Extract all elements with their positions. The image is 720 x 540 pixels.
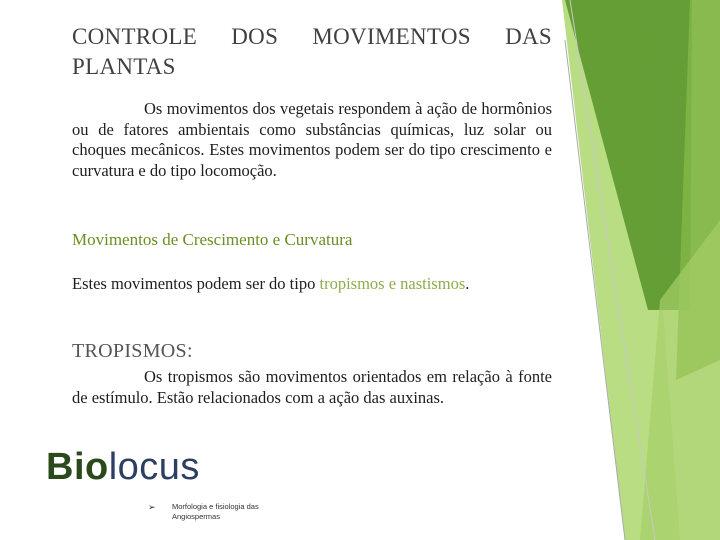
logo-bio: Bio xyxy=(46,446,109,488)
biolocus-logo xyxy=(46,446,200,489)
types-suffix: . xyxy=(465,274,470,293)
types-paragraph xyxy=(72,274,552,295)
tropismos-text: Os tropismos são movimentos orientados em relação à fonte de estímulo. Estão relacionados com a ação das auxinas. xyxy=(72,367,552,407)
deco-mid-green-wedge xyxy=(676,0,720,380)
deco-bottom-wedge xyxy=(640,220,720,540)
title-line-2: PLANTAS xyxy=(72,54,176,79)
deco-light-right-panel xyxy=(640,0,720,540)
tropismos-paragraph xyxy=(72,367,552,408)
slide-title xyxy=(72,22,552,82)
title-line-1: CONTROLE DOS MOVIMENTOS DAS xyxy=(72,24,552,49)
footer-text: Morfologia e fisiologia das Angiospermas xyxy=(172,502,259,521)
footer-bullet-icon: ➢ xyxy=(148,502,156,512)
logo-locus: locus xyxy=(108,446,200,488)
intro-text: Os movimentos dos vegetais respondem à ação de hormônios ou de fatores ambientais como substâncias químicas, luz solar ou choques mecânicos. Estes movimentos podem ser do tipo crescimento e curvatura e do tipo locomoção. xyxy=(72,99,552,180)
deco-thin-line-2 xyxy=(570,0,655,540)
deco-thin-line-1 xyxy=(565,40,625,540)
subheading: Movimentos de Crescimento e Curvatura xyxy=(72,230,353,249)
types-highlight: tropismos e nastismos xyxy=(319,274,466,293)
types-prefix: Estes movimentos podem ser do tipo xyxy=(72,274,320,293)
deco-dark-green-band xyxy=(565,0,692,310)
deco-light-green-panel xyxy=(562,0,680,540)
intro-paragraph xyxy=(72,99,552,181)
tropismos-heading: TROPISMOS: xyxy=(72,340,193,362)
